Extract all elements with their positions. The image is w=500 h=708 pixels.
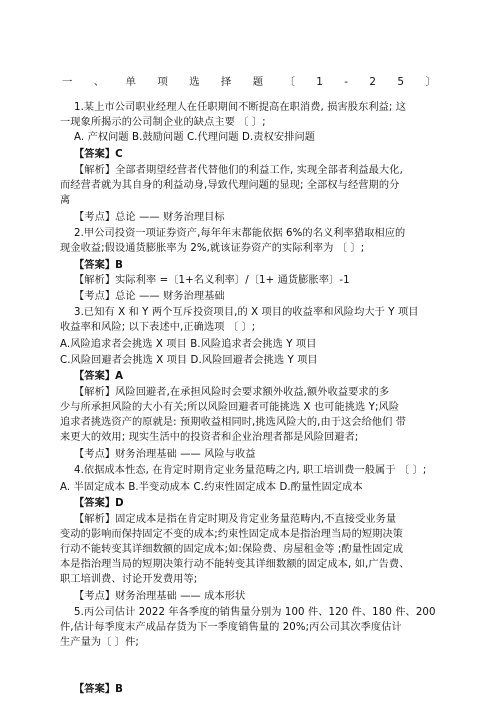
question-4-key-point: 【考点】财务治理基础 —— 成本形状 <box>74 591 246 602</box>
question-2-explanation: 【解析】实际利率 =〔1+名义利率〕/〔1+ 通货膨胀率〕-1 <box>74 275 350 286</box>
heading-char: 择 <box>220 76 232 88</box>
heading-char: 选 <box>189 76 200 88</box>
question-5-line-2: 件,估计每季度末产成品存货为下一季度销售量的 20%;丙公司其次季度估计 <box>60 622 402 633</box>
question-2-answer: 【答案】B <box>74 260 124 271</box>
heading-char: 项 <box>157 76 168 88</box>
heading-char: 一 <box>62 76 73 88</box>
question-3-answer: 【答案】A <box>74 371 124 382</box>
question-1-answer: 【答案】C <box>74 149 123 160</box>
heading-char: 5 <box>397 76 405 88</box>
question-1-options: A. 产权问题 B.鼓励问题 C.代理问题 D.责权安排问题 <box>74 132 316 143</box>
question-4-explanation-line-4: 本是指治理当局的短期决策行动不能转变其详细数额的固定成本, 如,广告费、 <box>60 559 410 570</box>
question-3-key-point: 【考点】财务治理基础 —— 风险与收益 <box>74 449 256 460</box>
question-5-answer: 【答案】B <box>74 684 124 695</box>
question-3-explanation-line-4: 来更大的效用; 现实生活中的投资者和企业治理者都是风险回避者; <box>60 432 359 443</box>
question-3-options-c-d: C.风险回避者会挑选 X 项目 D.风险回避者会挑选 Y 项目 <box>60 355 318 366</box>
heading-char: 〕 <box>425 76 436 88</box>
question-2-line-2: 现金收益;假设通货膨胀率为 2%,就该证券资产的实际利率为 〔 〕; <box>60 243 365 254</box>
question-1-key-point: 【考点】总论 —— 财务治理目标 <box>74 212 225 223</box>
question-1-line-1: 1.某上市公司职业经理人在任职期间不断提高在职消费, 损害股东利益; 这 <box>74 102 407 113</box>
heading-char: 1 <box>316 76 323 88</box>
question-2-line-1: 2.甲公司投资一项证券资产,每年年末都能依据 6%的名义利率猎取相应的 <box>74 228 406 239</box>
heading-char: - <box>344 76 349 88</box>
heading-char: 题 <box>252 76 264 88</box>
heading-char: 2 <box>369 76 377 88</box>
heading-char: 单 <box>125 76 136 88</box>
question-4-explanation-line-3: 行动不能转变其详细数额的固定成本;如:保险费、房屋租金等 ;酌量性固定成 <box>60 544 404 555</box>
question-4-explanation-line-1: 【解析】固定成本是指在肯定时期及肯定业务量范畴内,不直接受业务量 <box>74 514 397 525</box>
question-3-explanation-line-2: 少与所承担风险的大小有关;所以风险回避者可能挑选 X 也可能挑选 Y;风险 <box>60 402 400 413</box>
question-3-options-a-b: A.风险追求者会挑选 X 项目 B.风险追求者会挑选 Y 项目 <box>60 339 317 350</box>
question-4-answer: 【答案】D <box>74 498 124 509</box>
question-3-line-2: 收益率和风险; 以下表述中,正确选项 〔 〕; <box>60 322 256 333</box>
question-4-explanation-line-2: 变动的影响而保持固定不变的成本;约束性固定成本是指治理当局的短期决策 <box>60 529 404 540</box>
question-1-explanation-line-1: 【解析】全部者期望经营者代替他们的利益工作, 实现全部者利益最大化, <box>74 165 403 176</box>
question-5-line-3: 生产量为〔 〕件; <box>60 637 139 648</box>
question-3-explanation-line-3: 追求者挑选资产的原就是: 预期收益相同时,挑选风险大的,由于这会给他们 带 <box>60 417 407 428</box>
question-3-line-1: 3.已知有 X 和 Y 两个互斥投资项目,的 X 项目的收益率和风险均大于 Y 项目 <box>74 307 419 318</box>
heading-char: 〔 <box>284 76 295 88</box>
heading-char: 、 <box>93 76 105 88</box>
question-4-line-1: 4.依据成本性态, 在肯定时期肯定业务量范畴之内, 职工培训费一般属于 〔 〕; <box>74 465 427 476</box>
question-1-line-2: 一现象所揭示的公司制企业的缺点主要 〔 〕; <box>60 117 266 128</box>
question-1-explanation-line-3: 离 <box>60 195 71 206</box>
question-2-key-point: 【考点】总论 —— 财务治理基础 <box>74 291 225 302</box>
question-4-explanation-line-5: 职工培训费、讨论开发费用等; <box>60 574 198 585</box>
question-5-line-1: 5.丙公司估计 2022 年各季度的销售量分别为 100 件、120 件、180 件、200 <box>74 607 436 618</box>
question-3-explanation-line-1: 【解析】风险回避者,在承担风险时会要求额外收益,额外收益要求的多 <box>74 387 390 398</box>
question-1-explanation-line-2: 而经营者就为其自身的利益动身,导致代理问题的显现; 全部权与经营期的分 <box>60 180 400 191</box>
question-4-options: A. 半固定成本 B.半变动成本 C.约束性固定成本 D.酌量性固定成本 <box>60 482 363 493</box>
section-heading <box>62 76 436 89</box>
